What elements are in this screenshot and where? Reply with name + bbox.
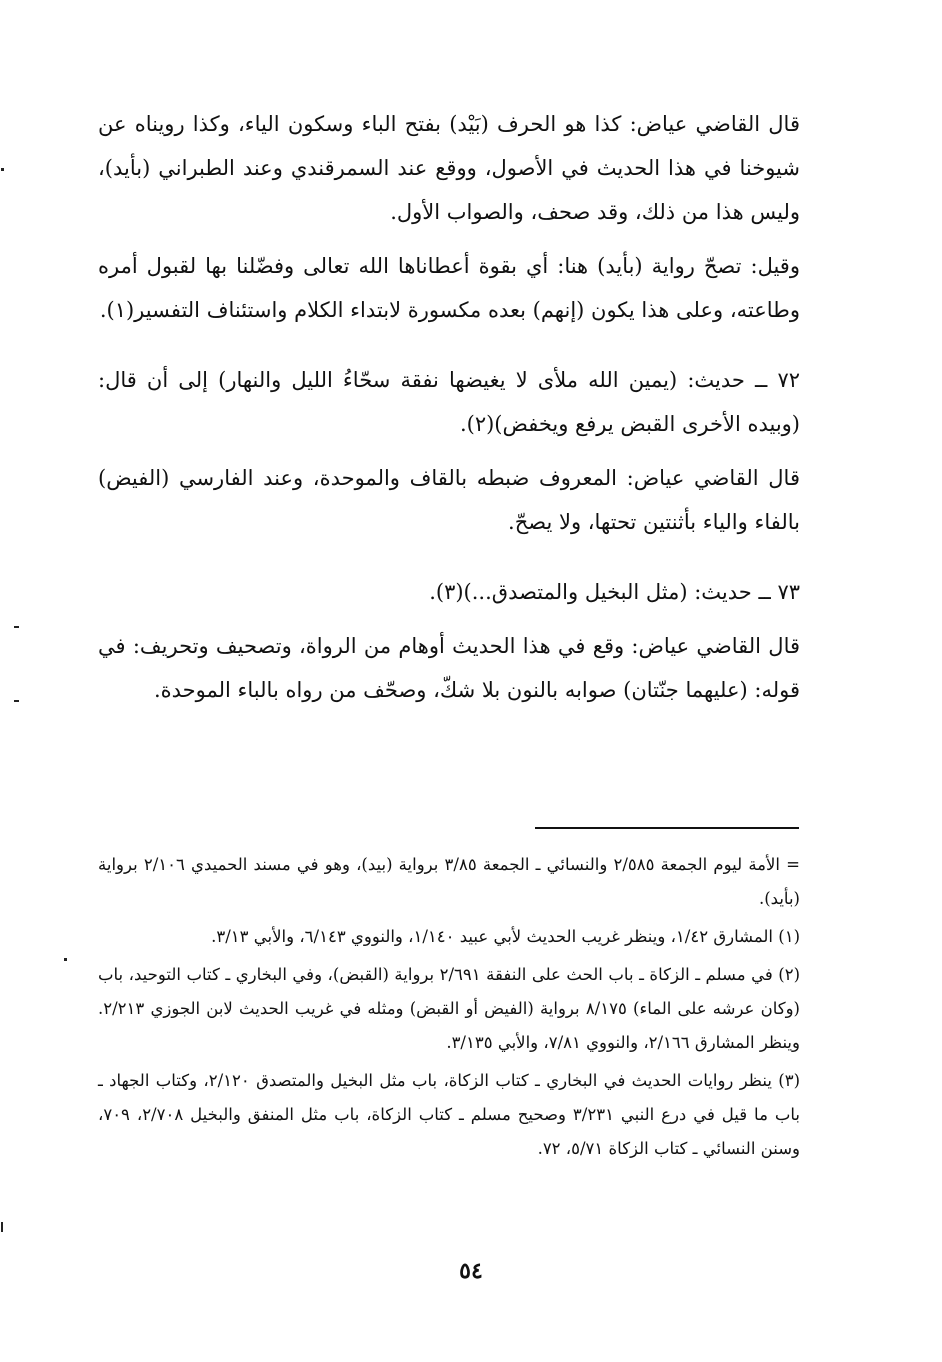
paragraph-qadi-iyad-qabd: قال القاضي عياض: المعروف ضبطه بالقاف والموحدة، وعند الفارسي (الفيض) بالفاء والياء بأثنتين تحتها، ولا يصحّ. (98, 466, 800, 534)
paragraph-qadi-iyad-junnatan: قال القاضي عياض: وقع في هذا الحديث أوهام من الرواة، وتصحيف وتحريف: في قوله: (عليهما جنّتان) صوابه بالنون بلا شكّ، وصحّف من رواه بالباء الموحدة. (98, 634, 800, 702)
scan-speck (14, 626, 19, 628)
hadith-72: ٧٢ ــ حديث: (يمين الله ملأى لا يغيضها نفقة سحّاءُ الليل والنهار) إلى أن قال: (وبيده الأخرى القبض يرفع ويخفض)(٢). (98, 368, 800, 436)
hadith-73: ٧٣ ــ حديث: (مثل البخيل والمتصدق...)(٣). (429, 580, 800, 604)
scan-speck (1, 168, 4, 171)
scan-speck (1, 1222, 3, 1232)
paragraph-qadi-iyad-bayd: قال القاضي عياض: كذا هو الحرف (بَيْد) بفتح الباء وسكون الياء، وكذا رويناه عن شيوخنا في هذا الحديث في الأصول، ووقع عند السمرقندي وعند الطبراني (بأيد)، وليس هذا من ذلك، وقد صحف، والصواب الأول. (98, 112, 800, 224)
main-text (98, 102, 800, 722)
scan-speck (14, 700, 19, 702)
footnote-1: (١) المشارق ١/٤٢، وينظر غريب الحديث لأبي عبيد ١/١٤٠، والنووي ٦/١٤٣، والأبي ٣/١٣. (211, 927, 800, 946)
footnotes (98, 848, 800, 1170)
footnote-3: (٣) ينظر روايات الحديث في البخاري ـ كتاب الزكاة، باب مثل البخيل والمتصدق ٢/١٢٠، وكتاب الجهاد ـ باب ما قيل في درع النبي ٣/٢٣١ وصحيح مسلم ـ كتاب الزكاة، باب مثل المنفق والبخيل ٢/٧٠٨، ٧٠٩، وسنن النسائي ـ كتاب الزكاة ٥/٧١، ٧٢. (98, 1071, 800, 1158)
footnote-separator (535, 827, 799, 829)
footnote-continued: = الأمة ليوم الجمعة ٢/٥٨٥ والنسائي ـ الجمعة ٣/٨٥ برواية (بيد)، وهو في مسند الحميدي ٢/١٠٦ برواية (بأيد). (98, 855, 801, 908)
page-number: ٥٤ (459, 1258, 483, 1284)
footnote-2: (٢) في مسلم ـ الزكاة ـ باب الحث على النفقة ٢/٦٩١ برواية (القبض)، وفي البخاري ـ كتاب التوحيد، باب (وكان عرشه على الماء) ٨/١٧٥ برواية (الفيض أو القبض) ومثله في غريب الحديث لابن الجوزي ٢/٢١٣. وينظر المشارق ٢/١٦٦، والنووي ٧/٨١، والأبي ٣/١٣٥. (98, 965, 800, 1052)
paragraph-alternative-reading: وقيل: تصحّ رواية (بأيد) هنا: أي بقوة أعطاناها الله تعالى وفضّلنا بها لقبول أمره وطاعته، وعلى هذا يكون (إنهم) بعده مكسورة لابتداء الكلام واستئناف التفسير(١). (98, 254, 800, 322)
scan-speck (64, 958, 67, 961)
